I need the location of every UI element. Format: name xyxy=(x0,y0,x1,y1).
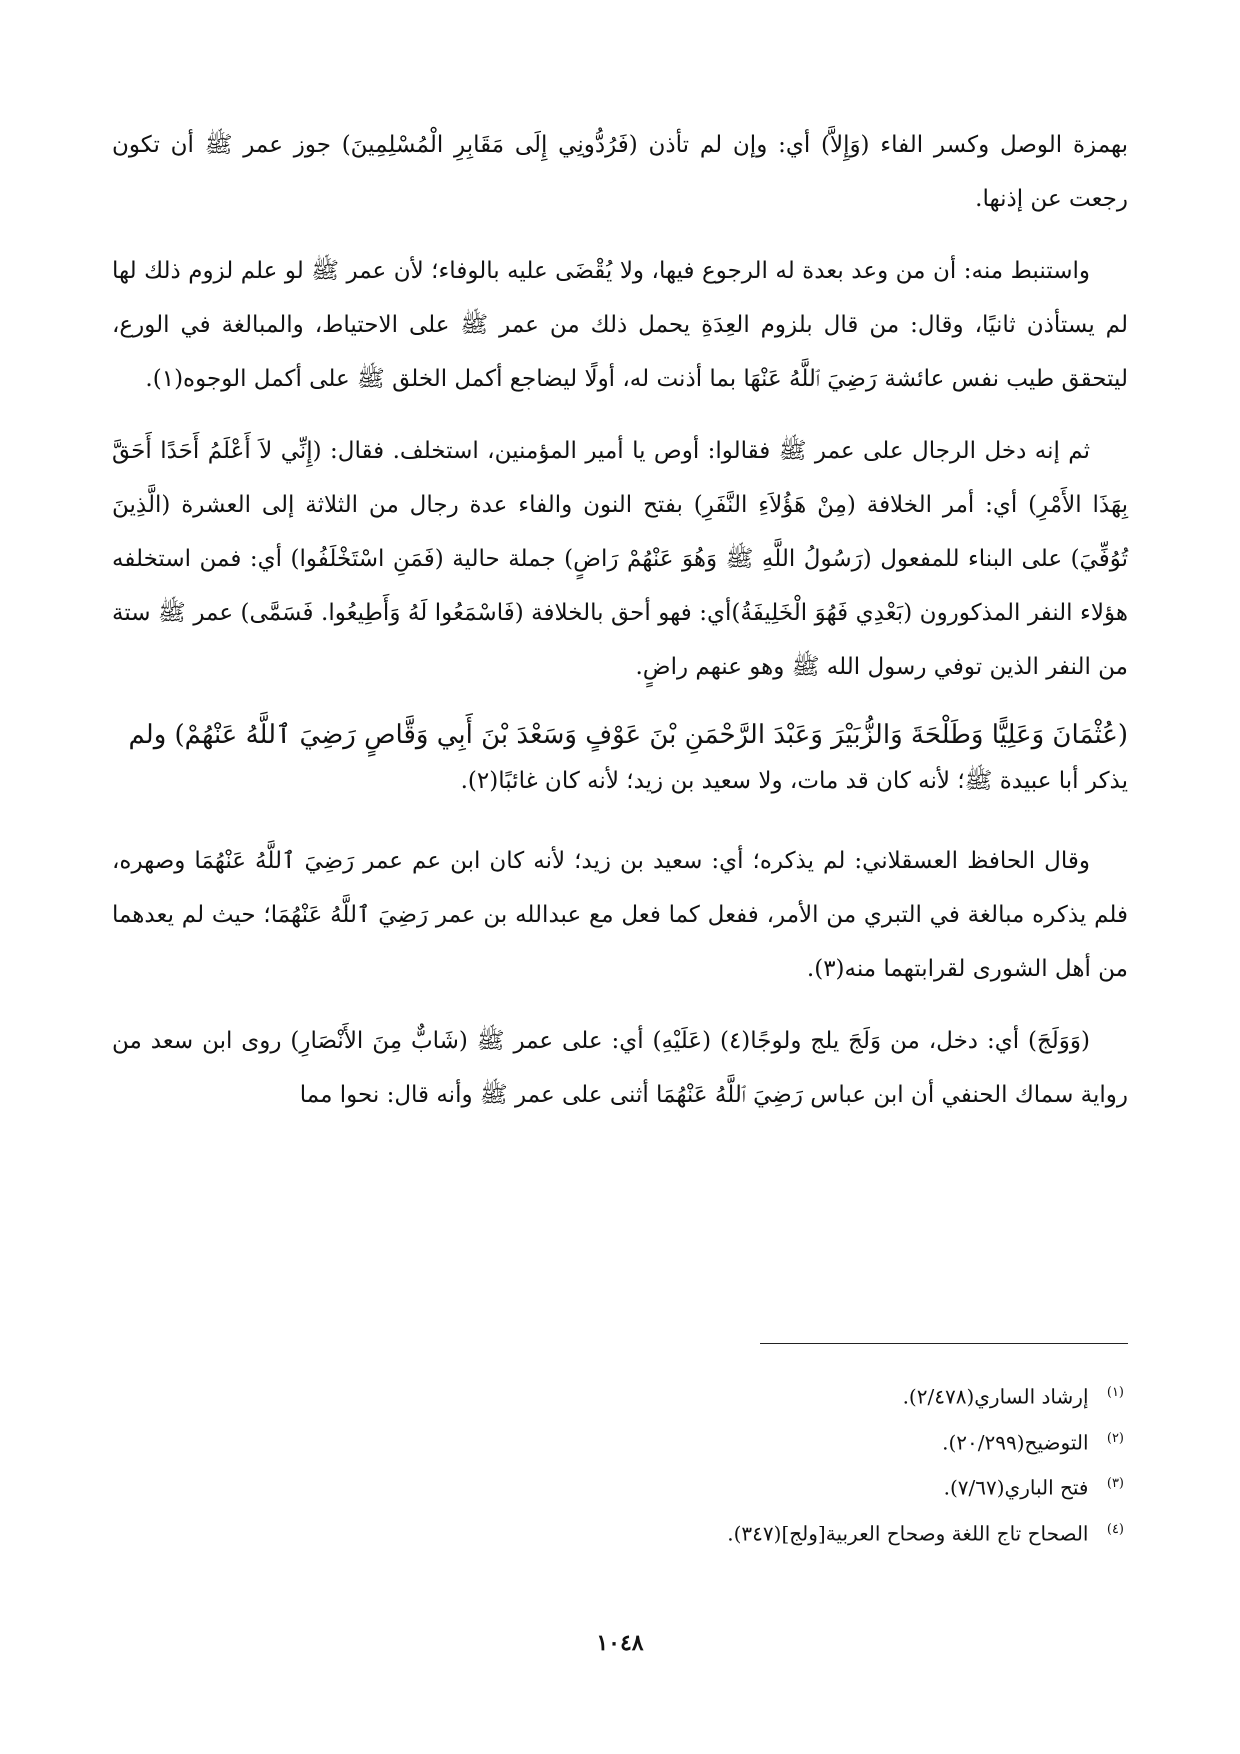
footnote-2-number: (٢) xyxy=(1106,1430,1124,1446)
page-number: ١٠٤٨ xyxy=(596,1630,644,1656)
footnote-2-text: التوضيح(٢٠/٢٩٩). xyxy=(942,1430,1089,1455)
main-text xyxy=(112,118,1128,1140)
footnotes xyxy=(112,1372,1128,1555)
footnote-3-number: (٣) xyxy=(1106,1476,1124,1492)
footnote-4 xyxy=(112,1509,1128,1555)
paragraph-2: واستنبط منه: أن من وعد بعدة له الرجوع فيها، ولا يُقْضَى عليه بالوفاء؛ لأن عمر ﷺ لو علم لزوم ذلك لها لم يستأذن ثانيًا، وقال: من قال بلزوم العِدَةِ يحمل ذلك من عمر ﷺ على الاحتياط، والمبالغة في الورع، ليتحقق طيب نفس عائشة رَضِيَ ٱللَّهُ عَنْهَا بما أذنت له، أولًا ليضاجع أكمل الخلق ﷺ على أكمل الوجوه(١). xyxy=(112,258,1128,392)
footnote-1 xyxy=(112,1372,1128,1418)
paragraph-3: ثم إنه دخل الرجال على عمر ﷺ فقالوا: أوص يا أمير المؤمنين، استخلف. فقال: (إِنِّي لاَ أَعْلَمُ أَحَدًا أَحَقَّ بِهَذَا الأَمْرِ) أي: أمر الخلافة (مِنْ هَؤُلاَءِ النَّفَرِ) بفتح النون والفاء عدة رجال من الثلاثة إلى العشرة (الَّذِينَ تُوُفِّيَ) على البناء للمفعول (رَسُولُ اللَّهِ ﷺ وَهُوَ عَنْهُمْ رَاضٍ) جملة حالية (فَمَنِ اسْتَخْلَفُوا) أي: فمن استخلفه هؤلاء النفر المذكورون (بَعْدِي فَهُوَ الْخَلِيفَةُ)أي: فهو أحق بالخلافة (فَاسْمَعُوا لَهُ وَأَطِيعُوا. فَسَمَّى) عمر ﷺ ستة من النفر الذين توفي رسول الله ﷺ وهو عنهم راضٍ. xyxy=(112,438,1128,680)
paragraph-4-quote: (عُثْمَانَ وَعَلِيًّا وَطَلْحَةَ وَالزُّبَيْرَ وَعَبْدَ الرَّحْمَنِ بْنَ عَوْفٍ وَسَعْدَ بْنَ أَبِي وَقَّاصٍ رَضِيَ ٱللَّهُ عَنْهُمْ) ولم xyxy=(128,720,1128,750)
footnote-3-text: فتح الباري(٧/٦٧). xyxy=(943,1475,1089,1500)
paragraph-5: يذكر أبا عبيدة ﷺ؛ لأنه كان قد مات، ولا سعيد بن زيد؛ لأنه كان غائبًا(٢). xyxy=(460,768,1128,794)
footnote-4-text: الصحاح تاج اللغة وصحاح العربية[ولج](٣٤٧). xyxy=(727,1521,1089,1546)
footnote-1-text: إرشاد الساري(٢/٤٧٨). xyxy=(902,1384,1089,1409)
paragraph-7: (وَوَلَجَ) أي: دخل، من وَلَجَ يلج ولوجًا(٤) (عَلَيْهِ) أي: على عمر ﷺ (شَابٌّ مِنَ الأَنْصَارِ) روى ابن سعد من رواية سماك الحنفي أن ابن عباس رَضِيَ ٱللَّهُ عَنْهُمَا أثنى على عمر ﷺ وأنه قال: نحوا مما xyxy=(112,1028,1128,1108)
footnote-3 xyxy=(112,1463,1128,1509)
footnote-divider xyxy=(760,1343,1128,1344)
paragraph-6: وقال الحافظ العسقلاني: لم يذكره؛ أي: سعيد بن زيد؛ لأنه كان ابن عم عمر رَضِيَ ٱللَّهُ عَنْهُمَا وصهره، فلم يذكره مبالغة في التبري من الأمر، ففعل كما فعل مع عبدالله بن عمر رَضِيَ ٱللَّهُ عَنْهُمَا؛ حيث لم يعدهما من أهل الشورى لقرابتهما منه(٣). xyxy=(112,848,1128,982)
footnote-4-number: (٤) xyxy=(1106,1521,1124,1537)
footnote-1-number: (١) xyxy=(1106,1385,1124,1400)
paragraph-1: بهمزة الوصل وكسر الفاء (وَإِلاَّ) أي: وإن لم تأذن (فَرُدُّونِي إِلَى مَقَابِرِ الْمُسْلِمِينَ) جوز عمر ﷺ أن تكون رجعت عن إذنها. xyxy=(112,132,1128,212)
footnote-2 xyxy=(112,1418,1128,1464)
